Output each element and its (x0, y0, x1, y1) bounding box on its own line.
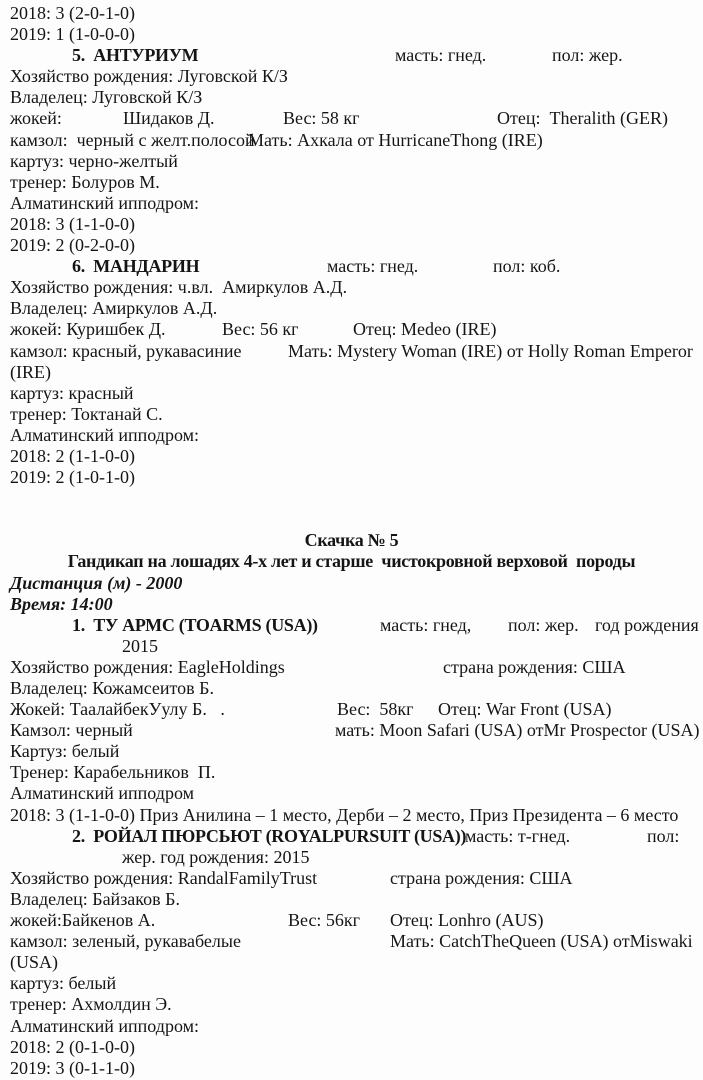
doc-line (0, 467, 703, 488)
text-segment: 2018: 3 (2-0-1-0) (10, 3, 135, 23)
text-segment: 2019: 1 (1-0-0-0) (10, 24, 135, 45)
text-segment: 2018: 2 (1-1-0-0) (10, 445, 135, 466)
doc-line (0, 636, 703, 657)
text-segment: Владелец: Луговской К/З (10, 87, 203, 108)
doc-line (0, 362, 703, 383)
text-segment: мать: Moon Safari (USA) отMr Prospector (USA) (335, 720, 700, 741)
text-segment: 2019: 2 (1-0-1-0) (10, 467, 135, 488)
text-segment: Мать: Ахкала от HurricaneThong (IRE) (248, 129, 543, 150)
text-segment: пол: (647, 825, 680, 846)
doc-line (0, 615, 703, 636)
text-segment: Вес: 56 кг (222, 319, 299, 340)
doc-line (0, 404, 703, 425)
doc-line (0, 130, 703, 151)
text-segment: год рождения (595, 614, 699, 635)
text-segment: камзол: черный с желт.полосой (10, 129, 255, 150)
text-segment: Дистанция (м) - 2000 (10, 572, 183, 593)
doc-line (0, 783, 703, 804)
text-segment: страна рождения: США (443, 656, 626, 677)
text-segment: масть: гнед. (395, 45, 487, 66)
doc-line (0, 1058, 703, 1079)
doc-line (0, 172, 703, 193)
text-segment: 2018: 3 (1-1-0-0) Приз Анилина – 1 место, Дерби – 2 место, Приз Президента – 6 место (10, 804, 679, 825)
text-segment: жер. год рождения: 2015 (122, 846, 310, 867)
doc-line (0, 151, 703, 172)
doc-line (0, 488, 703, 509)
doc-line (0, 45, 703, 66)
doc-line (0, 826, 703, 847)
text-segment: Мать: CatchTheQueen (USA) отMiswaki (390, 931, 693, 952)
text-segment: Отец: Theralith (GER) (497, 108, 668, 129)
text-segment: Отец: War Front (USA) (438, 699, 612, 720)
text-segment: Гандикап на лошадях 4-х лет и старше чистокровной верховой породы (67, 551, 636, 572)
doc-line (0, 699, 703, 720)
doc-line (0, 805, 703, 826)
text-segment: 2019: 2 (0-2-0-0) (10, 235, 135, 256)
doc-line (0, 973, 703, 994)
doc-line (0, 87, 703, 108)
text-segment: картуз: белый (10, 973, 117, 994)
text-segment: Вес: 58кг (337, 699, 414, 720)
text-segment: Хозяйство рождения: Луговской К/З (10, 66, 288, 87)
text-segment: тренер: Болуров М. (10, 171, 160, 192)
doc-line (0, 425, 703, 446)
doc-line (0, 1037, 703, 1058)
text-segment: Владелец: Кожамсеитов Б. (10, 678, 215, 698)
text-segment: (USA) (10, 952, 58, 973)
text-segment: Алматинский ипподром (10, 783, 194, 804)
text-segment: (IRE) (10, 361, 51, 382)
text-segment: картуз: красный (10, 382, 134, 403)
text-segment: Шидаков Д. (123, 108, 215, 129)
text-segment: Скачка № 5 (304, 530, 399, 551)
doc-line (0, 509, 703, 530)
text-segment: Хозяйство рождения: RandalFamilyTrust (10, 867, 318, 888)
doc-line (0, 66, 703, 87)
doc-line (0, 741, 703, 762)
doc-line (0, 108, 703, 129)
text-segment: тренер: Ахмолдин Э. (10, 994, 172, 1015)
text-segment: тренер: Токтанай С. (10, 403, 163, 424)
text-segment: 5. АНТУРИУМ (72, 45, 199, 66)
doc-line (0, 868, 703, 889)
text-segment: 2. РОЙАЛ ПЮРСЬЮТ (ROYALPURSUIT (USA)) (72, 825, 467, 846)
text-segment: Картуз: белый (10, 741, 120, 762)
doc-line (0, 657, 703, 678)
text-segment: Хозяйство рождения: ч.вл. Амиркулов А.Д. (10, 277, 348, 298)
text-segment: Алматинский ипподром: (10, 1015, 199, 1036)
text-segment: Время: 14:00 (10, 593, 113, 614)
text-segment: Вес: 56кг (288, 910, 361, 931)
doc-line (0, 931, 703, 952)
doc-line (0, 762, 703, 783)
text-segment: Отец: Medeo (IRE) (353, 319, 497, 340)
doc-line (0, 319, 703, 340)
doc-line (0, 551, 703, 572)
text-segment: жокей: Куришбек Д. (10, 319, 166, 340)
text-segment: страна рождения: США (390, 867, 573, 888)
text-segment: Вес: 58 кг (283, 108, 360, 129)
text-segment: 1. ТУ АРМС (TOARMS (USA)) (72, 614, 318, 635)
doc-line (0, 235, 703, 256)
text-segment: масть: гнед. (327, 256, 419, 277)
doc-line (0, 256, 703, 277)
text-segment: Мать: Mystery Woman (IRE) от Holly Roman Emperor (288, 340, 693, 361)
text-segment: жокей: (10, 108, 62, 129)
text-segment: масть: т-гнед. (465, 825, 571, 846)
doc-line (0, 530, 703, 551)
text-segment: Жокей: ТаалайбекУулу Б. . (10, 699, 225, 720)
text-segment: Камзол: черный (10, 720, 133, 741)
doc-line (0, 3, 703, 24)
text-segment: 2018: 2 (0-1-0-0) (10, 1036, 135, 1057)
doc-line (0, 446, 703, 467)
text-segment: Алматинский ипподром: (10, 424, 199, 445)
doc-line (0, 193, 703, 214)
text-segment: 2019: 3 (0-1-1-0) (10, 1057, 135, 1078)
text-segment: камзол: красный, рукавасиние (10, 340, 242, 361)
text-segment: Хозяйство рождения: EagleHoldings (10, 656, 285, 677)
doc-line (0, 910, 703, 931)
doc-line (0, 952, 703, 973)
doc-line (0, 341, 703, 362)
text-segment: масть: гнед, (380, 614, 472, 635)
doc-line (0, 594, 703, 615)
text-segment: Алматинский ипподром: (10, 192, 199, 213)
doc-line (0, 1016, 703, 1037)
text-segment: 2018: 3 (1-1-0-0) (10, 213, 135, 234)
doc-line (0, 720, 703, 741)
text-segment: Владелец: Амиркулов А.Д. (10, 298, 218, 319)
doc-line (0, 214, 703, 235)
text-segment: картуз: черно-желтый (10, 150, 178, 171)
text-segment: 6. МАНДАРИН (72, 256, 200, 277)
text-segment: пол: коб. (493, 256, 561, 277)
doc-line (0, 994, 703, 1015)
text-segment: камзол: зеленый, рукавабелые (10, 931, 241, 952)
doc-line (0, 298, 703, 319)
text-segment: 2015 (122, 635, 158, 656)
text-segment: пол: жер. (552, 45, 623, 66)
doc-line (0, 24, 703, 45)
text-segment: Отец: Lonhro (AUS) (390, 910, 544, 931)
doc-line (0, 277, 703, 298)
doc-line (0, 678, 703, 699)
text-segment: жокей:Байкенов А. (10, 910, 156, 931)
doc-line (0, 889, 703, 910)
text-segment: Тренер: Карабельников П. (10, 762, 216, 783)
doc-line (0, 383, 703, 404)
doc-line (0, 847, 703, 868)
doc-line (0, 573, 703, 594)
text-segment: Владелец: Байзаков Б. (10, 888, 180, 909)
text-segment: пол: жер. (508, 614, 579, 635)
